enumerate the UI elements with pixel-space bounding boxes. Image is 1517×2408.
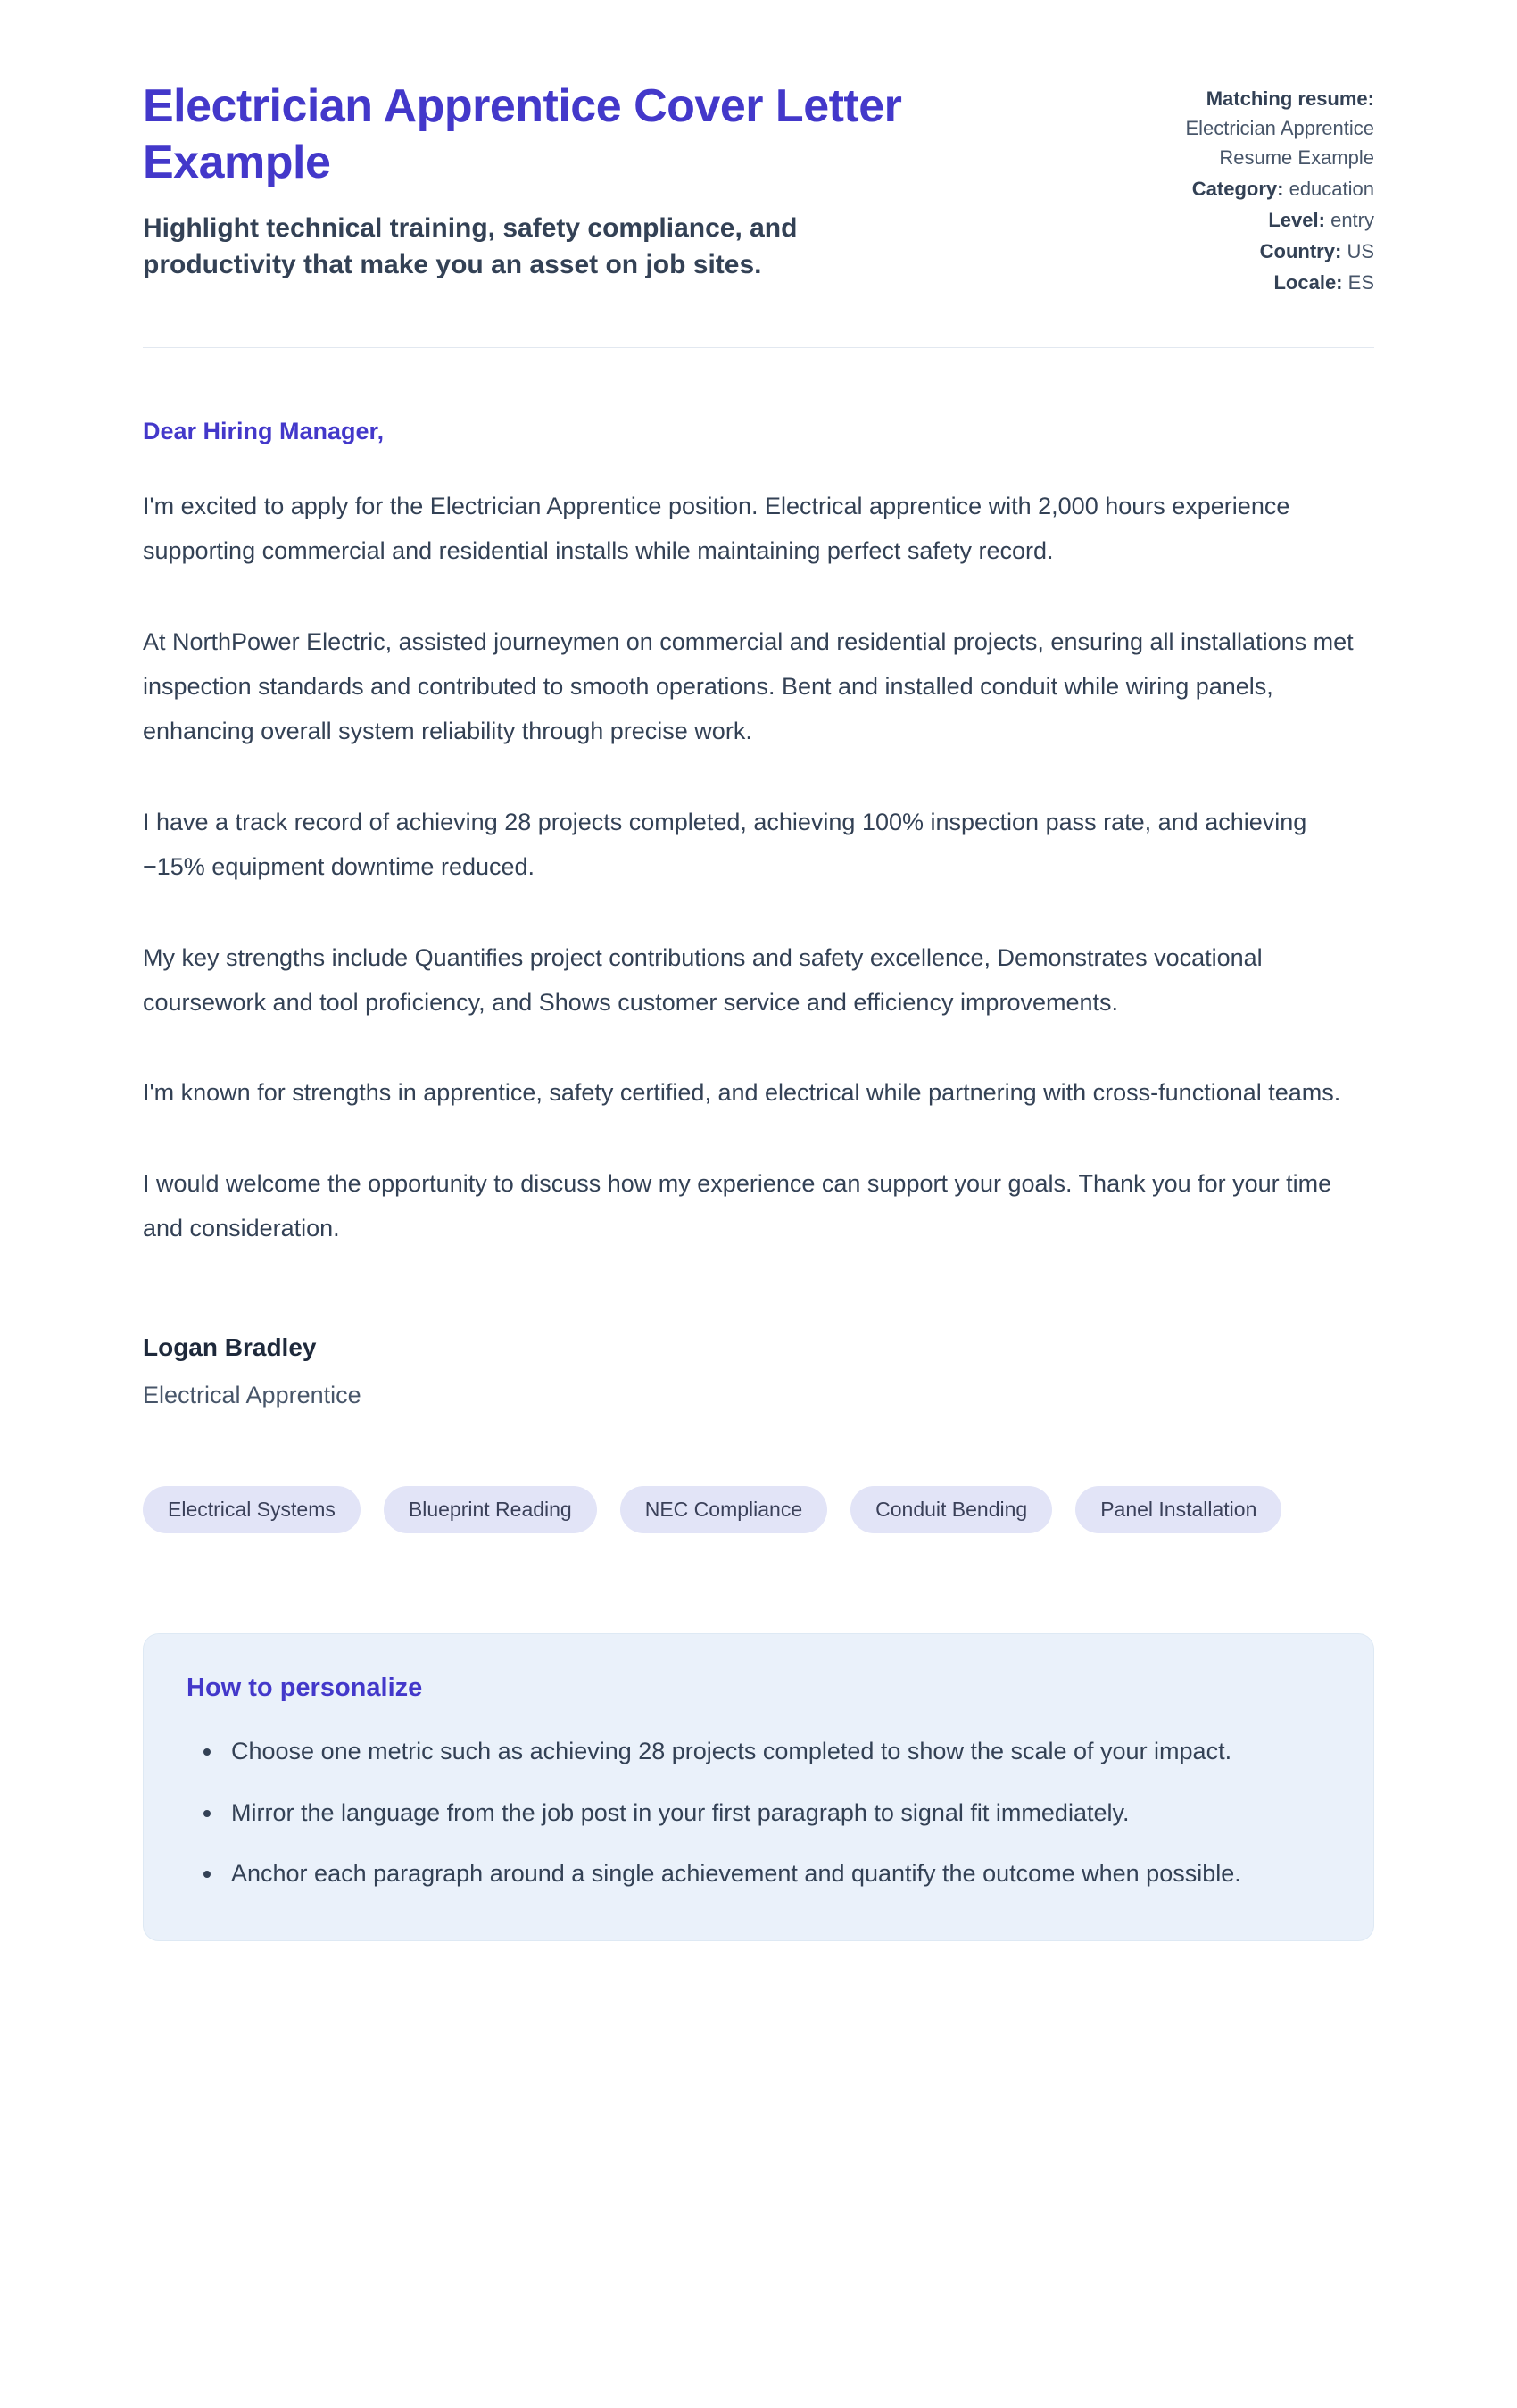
page-header <box>143 79 1374 299</box>
meta-row <box>1124 268 1374 297</box>
meta-row <box>1124 237 1374 266</box>
letter-paragraph: I'm known for strengths in apprentice, safety certified, and electrical while partnering with cross-functional teams. <box>143 1079 1341 1107</box>
letter-paragraph: I'm excited to apply for the Electrician Apprentice position. Electrical apprentice with 2,000 hours experience supporting commercial and residential installs while maintaining perfect safety record. <box>143 493 1290 564</box>
meta-label: Country: <box>1259 240 1342 262</box>
personalize-tip: • Choose one metric such as achieving 28 projects completed to show the scale of your impact. <box>224 1730 1330 1773</box>
meta-value: ES <box>1347 271 1374 294</box>
meta-label: Category: <box>1191 178 1284 200</box>
meta-label: Locale: <box>1273 271 1343 294</box>
page-title: Electrician Apprentice Cover Letter Example <box>143 80 902 189</box>
page-subtitle: Highlight technical training, safety compliance, and productivity that make you an asset on job sites. <box>143 212 798 280</box>
meta-label: Matching resume: <box>1206 87 1374 110</box>
meta-value: Electrician Apprentice Resume Example <box>1185 117 1374 169</box>
resume-meta <box>1124 79 1374 299</box>
personalize-box <box>143 1633 1374 1941</box>
personalize-tip: • Anchor each paragraph around a single achievement and quantify the outcome when possible. <box>224 1852 1330 1896</box>
meta-label: Level: <box>1268 209 1325 231</box>
header-divider <box>143 347 1374 348</box>
meta-value: entry <box>1330 209 1374 231</box>
skill-tag: Conduit Bending <box>850 1486 1052 1533</box>
skill-tag: NEC Compliance <box>620 1486 827 1533</box>
meta-row <box>1124 174 1374 203</box>
signature-name: Logan Bradley <box>143 1333 317 1362</box>
meta-value: education <box>1289 178 1374 200</box>
cover-letter <box>143 418 1374 1409</box>
letter-paragraph: I have a track record of achieving 28 projects completed, achieving 100% inspection pass rate, and achieving −15% equipment downtime reduced. <box>143 808 1307 880</box>
skill-tag: Panel Installation <box>1075 1486 1281 1533</box>
skill-tag: Blueprint Reading <box>384 1486 597 1533</box>
meta-row <box>1124 205 1374 235</box>
meta-value: US <box>1347 240 1374 262</box>
skill-tags <box>143 1486 1374 1533</box>
letter-paragraph: My key strengths include Quantifies project contributions and safety excellence, Demonstrates vocational coursework and tool proficiency, and Shows customer service and efficiency improvements. <box>143 943 1263 1016</box>
letter-paragraph: I would welcome the opportunity to discuss how my experience can support your goals. Thank you for your time and consideration. <box>143 1170 1332 1242</box>
personalize-tip: • Mirror the language from the job post in your first paragraph to signal fit immediately. <box>224 1791 1330 1835</box>
personalize-tips <box>187 1730 1330 1896</box>
signature-block <box>143 1333 1374 1409</box>
letter-paragraph: At NorthPower Electric, assisted journeymen on commercial and residential projects, ensuring all installations met inspection standards and contributed to smooth operations. Bent and installed conduit while wiring panels, enhancing overall system reliability through precise work. <box>143 627 1354 744</box>
page <box>143 0 1374 2016</box>
signature-title: Electrical Apprentice <box>143 1382 361 1409</box>
header-title-block <box>143 79 1124 284</box>
meta-row <box>1124 84 1374 172</box>
skill-tag: Electrical Systems <box>143 1486 361 1533</box>
letter-salutation: Dear Hiring Manager, <box>143 418 385 444</box>
personalize-heading: How to personalize <box>187 1673 423 1703</box>
